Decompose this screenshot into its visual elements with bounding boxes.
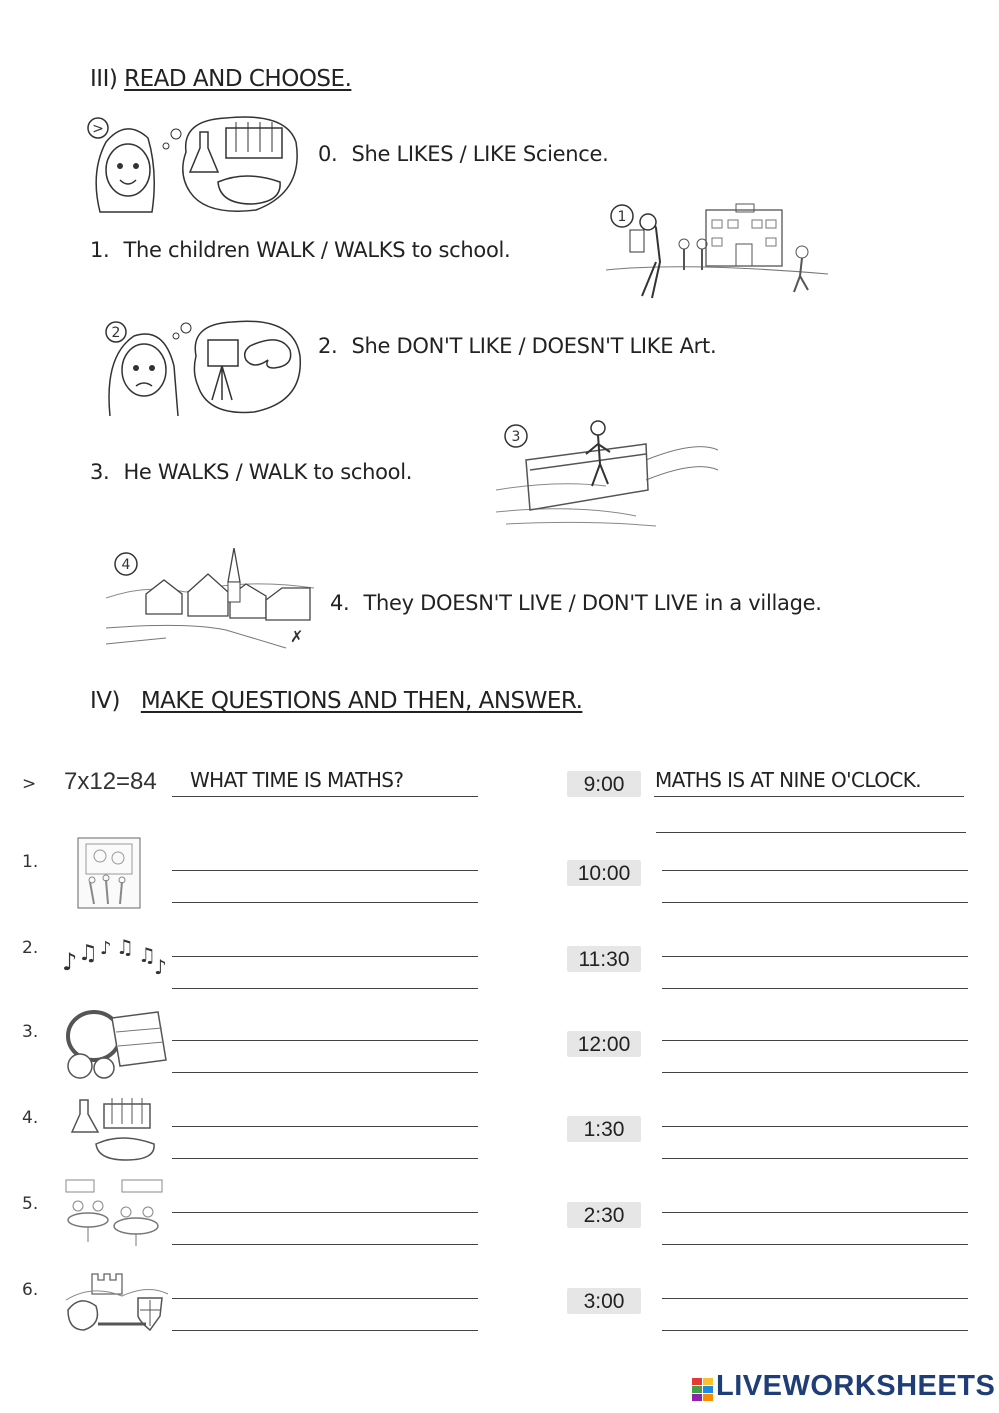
example-answer: MATHS IS AT NINE O'CLOCK. xyxy=(655,768,921,792)
svg-text:♪: ♪ xyxy=(154,955,167,976)
row-4-number: 4. xyxy=(22,1108,39,1128)
example-answer-line xyxy=(654,796,964,797)
item-2-badge: 2 xyxy=(111,325,121,341)
row-3-answer-line-2[interactable] xyxy=(662,1072,968,1073)
row-3-number: 3. xyxy=(22,1022,39,1042)
row-2-answer-line[interactable] xyxy=(662,956,968,957)
example-clue: 7x12=84 xyxy=(64,768,157,795)
svg-text:♫: ♫ xyxy=(138,943,156,967)
row-2-answer-line-2[interactable] xyxy=(662,988,968,989)
row-4-question-line[interactable] xyxy=(172,1126,478,1127)
section-4-number: IV) xyxy=(90,688,120,714)
children-walking-to-school-picture xyxy=(606,200,828,306)
row-3-question-line[interactable] xyxy=(172,1040,478,1041)
pe-equipment-icon xyxy=(62,1006,170,1080)
row-5-question-line-2[interactable] xyxy=(172,1244,478,1245)
row-1-answer-line[interactable] xyxy=(662,870,968,871)
item-3-sentence xyxy=(90,460,412,484)
row-6-answer-line-2[interactable] xyxy=(662,1330,968,1331)
section-3-number: III) xyxy=(90,66,118,92)
liveworksheets-logo[interactable]: LIVEWORKSHEETS xyxy=(716,1370,996,1402)
row-3-question-line-2[interactable] xyxy=(172,1072,478,1073)
item-4-badge: 4 xyxy=(121,557,131,573)
section-3-heading xyxy=(90,66,351,92)
example-extra-line[interactable] xyxy=(656,832,966,833)
item-0-badge: > xyxy=(92,121,104,137)
boy-crossing-bridge-picture xyxy=(496,420,720,528)
item-2-text: She DON'T LIKE / DOESN'T LIKE Art. xyxy=(351,334,717,358)
item-2-sentence xyxy=(318,334,716,358)
row-4-answer-line-2[interactable] xyxy=(662,1158,968,1159)
item-1-badge: 1 xyxy=(617,209,627,225)
row-5-answer-line-2[interactable] xyxy=(662,1244,968,1245)
castle-knights-icon xyxy=(62,1264,170,1336)
item-3-text: He WALKS / WALK to school. xyxy=(123,460,413,484)
item-3-badge: 3 xyxy=(511,429,521,445)
row-2-number: 2. xyxy=(22,938,39,958)
item-1-number: 1. xyxy=(90,238,110,262)
item-4-text: They DOESN'T LIVE / DON'T LIVE in a village. xyxy=(363,591,822,615)
row-6-time: 3:00 xyxy=(567,1288,641,1314)
example-time: 9:00 xyxy=(567,771,641,797)
item-3-number: 3. xyxy=(90,460,110,484)
item-1-sentence xyxy=(90,238,510,262)
row-6-number: 6. xyxy=(22,1280,39,1300)
row-1-number: 1. xyxy=(22,852,39,872)
section-4-title: MAKE QUESTIONS AND THEN, ANSWER. xyxy=(140,688,583,714)
item-2-number: 2. xyxy=(318,334,338,358)
row-4-question-line-2[interactable] xyxy=(172,1158,478,1159)
svg-text:♪: ♪ xyxy=(62,948,78,976)
item-4-sentence xyxy=(330,591,822,615)
row-2-question-line-2[interactable] xyxy=(172,988,478,989)
row-6-question-line[interactable] xyxy=(172,1298,478,1299)
item-0-text: She LIKES / LIKE Science. xyxy=(351,142,609,166)
history-picture-icon xyxy=(76,836,142,910)
village-picture xyxy=(106,548,314,650)
item-0-number: 0. xyxy=(318,142,338,166)
row-1-answer-line-2[interactable] xyxy=(662,902,968,903)
row-3-answer-line[interactable] xyxy=(662,1040,968,1041)
music-notes-icon xyxy=(62,932,170,976)
row-1-time: 10:00 xyxy=(567,860,641,886)
section-3-title: READ AND CHOOSE. xyxy=(124,66,352,92)
svg-text:♫: ♫ xyxy=(116,935,134,959)
item-0-sentence xyxy=(318,142,609,166)
row-3-time: 12:00 xyxy=(567,1031,641,1057)
row-1-question-line[interactable] xyxy=(172,870,478,871)
liveworksheets-logo-icon xyxy=(692,1376,714,1404)
section-4-heading xyxy=(90,688,582,714)
example-question-line xyxy=(172,796,478,797)
row-5-number: 5. xyxy=(22,1194,39,1214)
svg-text:✗: ✗ xyxy=(290,627,304,646)
row-1-question-line-2[interactable] xyxy=(172,902,478,903)
girl-art-picture xyxy=(104,316,304,420)
lunch-room-icon xyxy=(62,1176,168,1248)
row-5-answer-line[interactable] xyxy=(662,1212,968,1213)
svg-text:♫: ♫ xyxy=(78,941,98,966)
science-lab-icon xyxy=(70,1094,160,1164)
row-2-time: 11:30 xyxy=(567,946,641,972)
row-5-time: 2:30 xyxy=(567,1202,641,1228)
example-marker: > xyxy=(22,774,37,794)
svg-text:♪: ♪ xyxy=(100,938,112,959)
row-4-answer-line[interactable] xyxy=(662,1126,968,1127)
item-1-text: The children WALK / WALKS to school. xyxy=(123,238,511,262)
item-4-number: 4. xyxy=(330,591,350,615)
row-5-question-line[interactable] xyxy=(172,1212,478,1213)
row-2-question-line[interactable] xyxy=(172,956,478,957)
row-4-time: 1:30 xyxy=(567,1116,641,1142)
row-6-answer-line[interactable] xyxy=(662,1298,968,1299)
girl-science-picture xyxy=(86,112,306,220)
example-question: WHAT TIME IS MATHS? xyxy=(190,768,404,792)
row-6-question-line-2[interactable] xyxy=(172,1330,478,1331)
